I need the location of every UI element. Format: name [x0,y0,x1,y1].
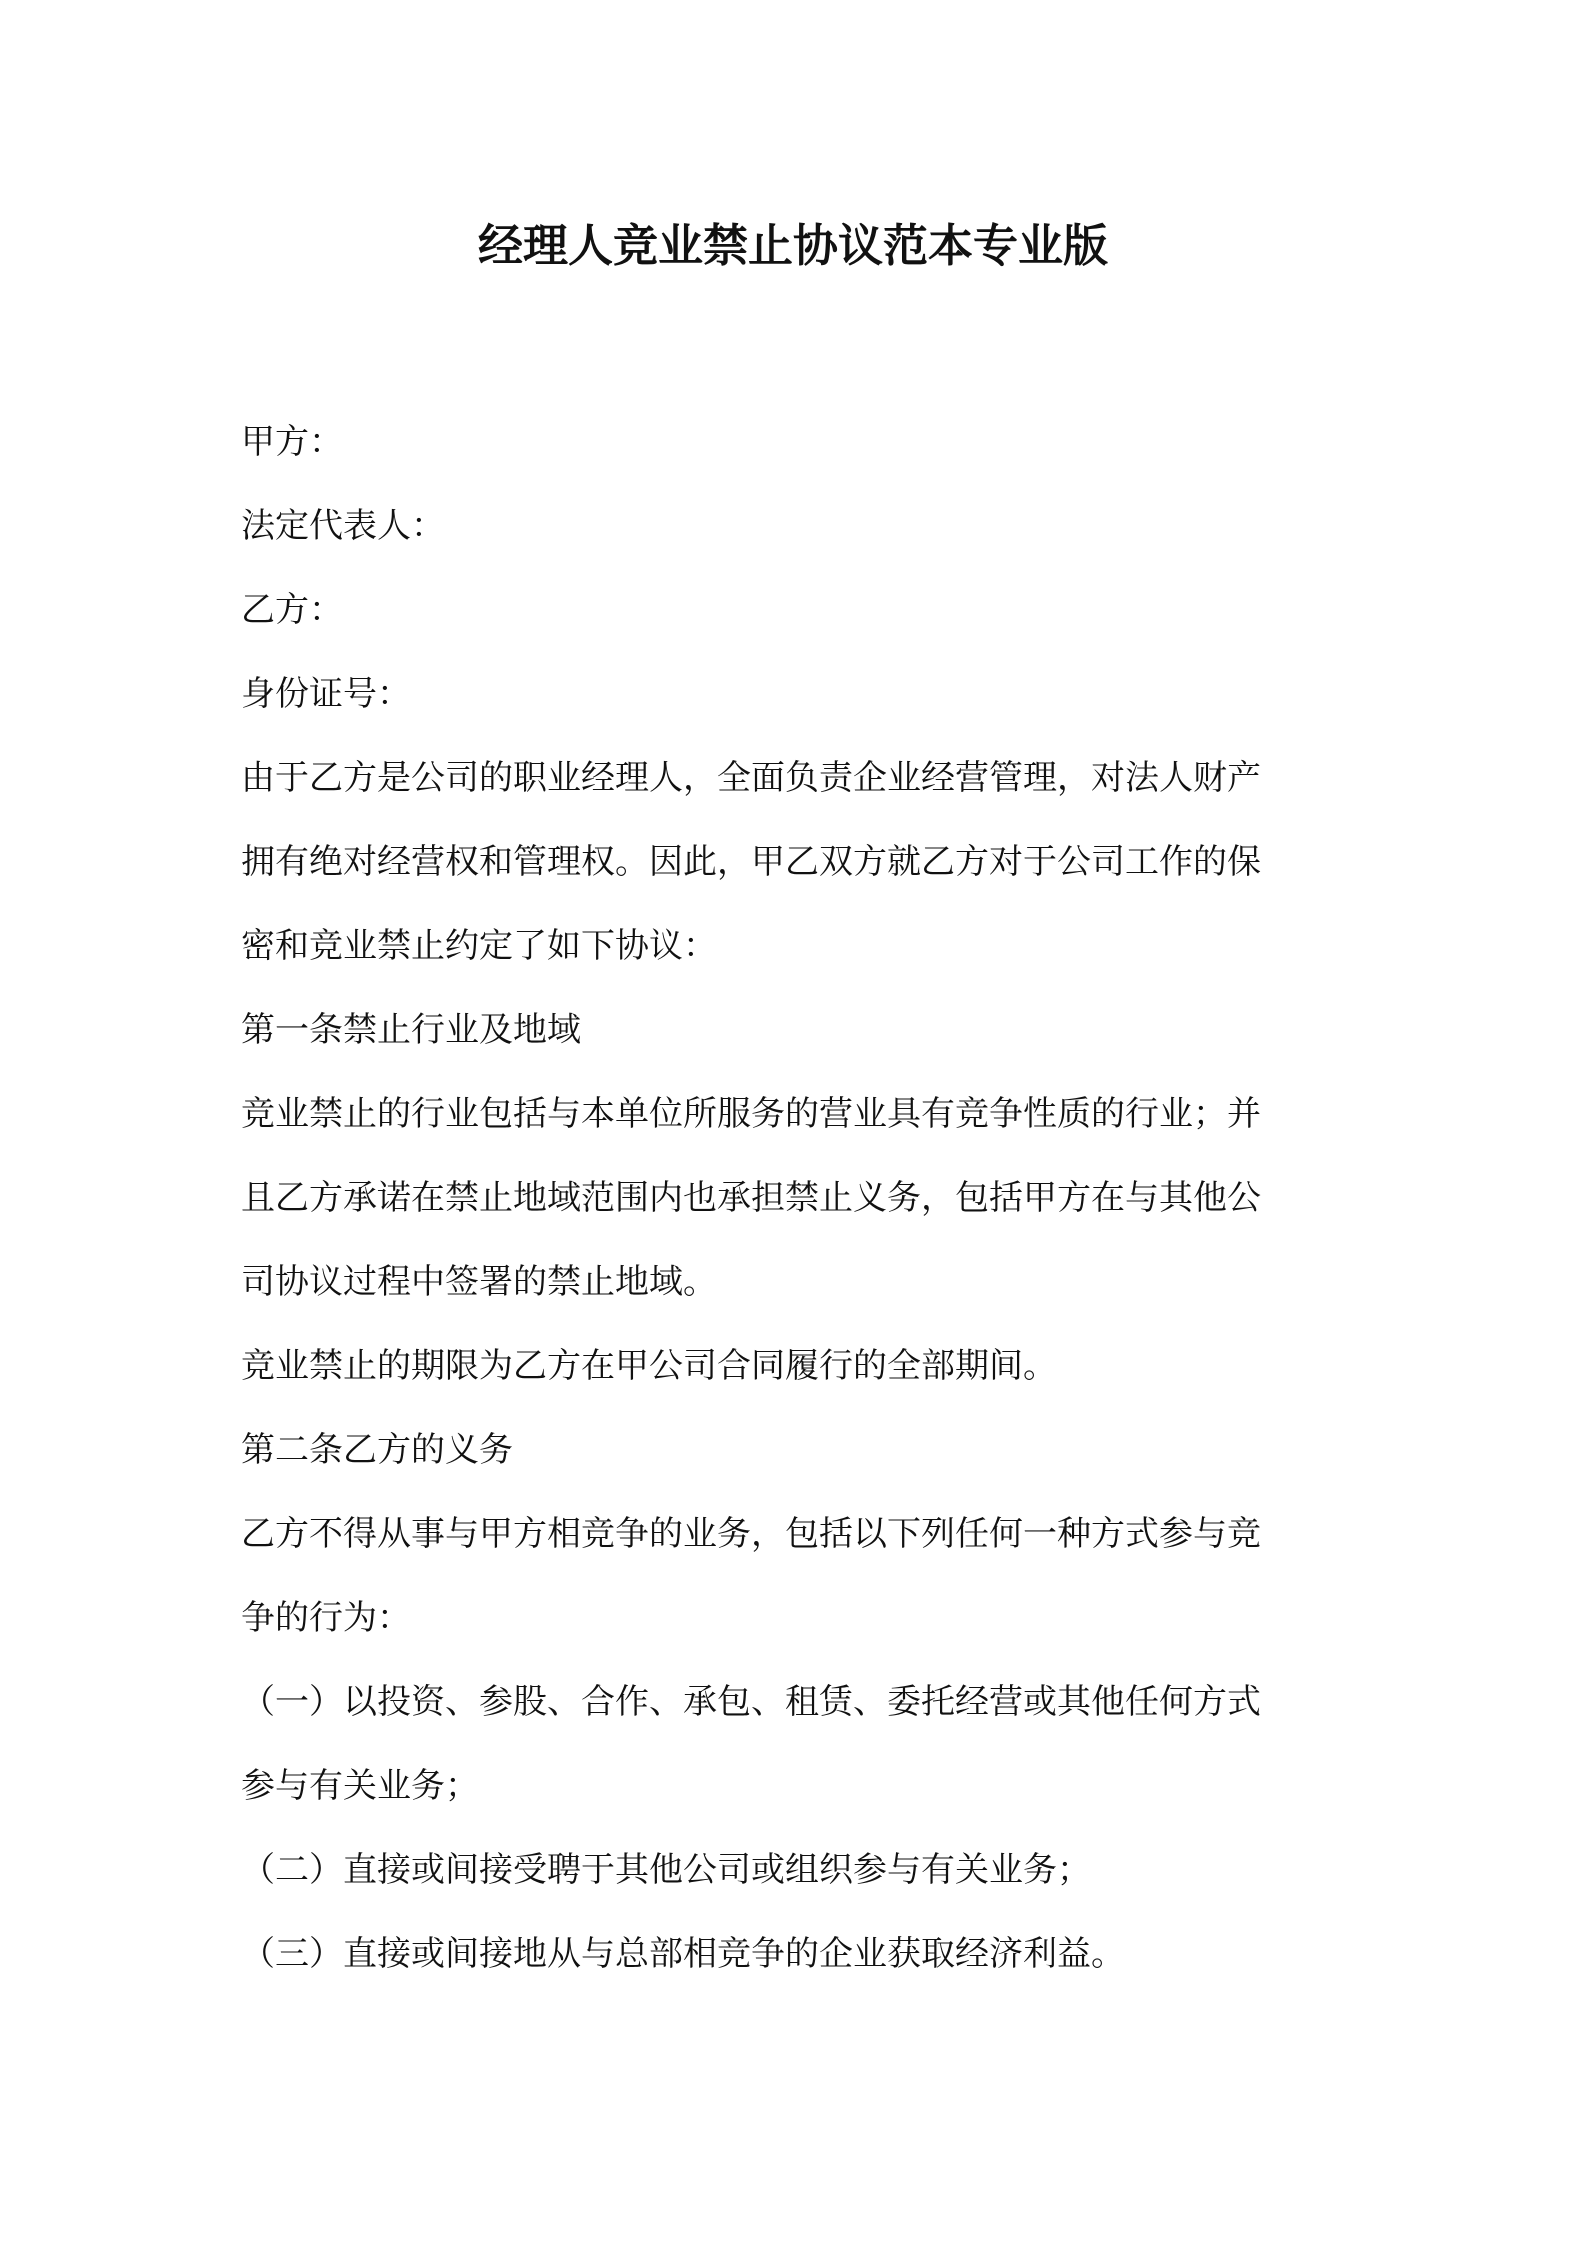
article-1-line: 竞业禁止的期限为乙方在甲公司合同履行的全部期间。 [241,1346,1057,1386]
article-2-heading: 第二条乙方的义务 [241,1430,513,1470]
article-2-item-2: （二）直接或间接受聘于其他公司或组织参与有关业务； [241,1850,1091,1890]
preamble-line: 由于乙方是公司的职业经理人，全面负责企业经营管理，对法人财产 [241,758,1261,798]
article-2-item-1: （一）以投资、参股、合作、承包、租赁、委托经营或其他任何方式 [241,1682,1261,1722]
party-a-line: 甲方： [241,422,343,462]
id-number-line: 身份证号： [241,674,411,714]
document-title: 经理人竞业禁止协议范本专业版 [477,219,1108,272]
article-1-heading: 第一条禁止行业及地域 [241,1010,581,1050]
article-2-line: 乙方不得从事与甲方相竞争的业务，包括以下列任何一种方式参与竞 [241,1514,1261,1554]
article-2-item-3: （三）直接或间接地从与总部相竞争的企业获取经济利益。 [241,1934,1125,1974]
preamble-line: 密和竞业禁止约定了如下协议： [241,926,717,966]
article-2-line: 争的行为： [241,1598,411,1638]
document-body [241,400,1361,1996]
article-2-item-1-continued: 参与有关业务； [241,1766,479,1806]
article-1-line: 竞业禁止的行业包括与本单位所服务的营业具有竞争性质的行业；并 [241,1094,1261,1134]
article-1-line: 司协议过程中签署的禁止地域。 [241,1262,717,1302]
legal-representative-line: 法定代表人： [241,506,445,546]
article-1-line: 且乙方承诺在禁止地域范围内也承担禁止义务，包括甲方在与其他公 [241,1178,1261,1218]
preamble-line: 拥有绝对经营权和管理权。因此，甲乙双方就乙方对于公司工作的保 [241,842,1261,882]
party-b-line: 乙方： [241,590,343,630]
